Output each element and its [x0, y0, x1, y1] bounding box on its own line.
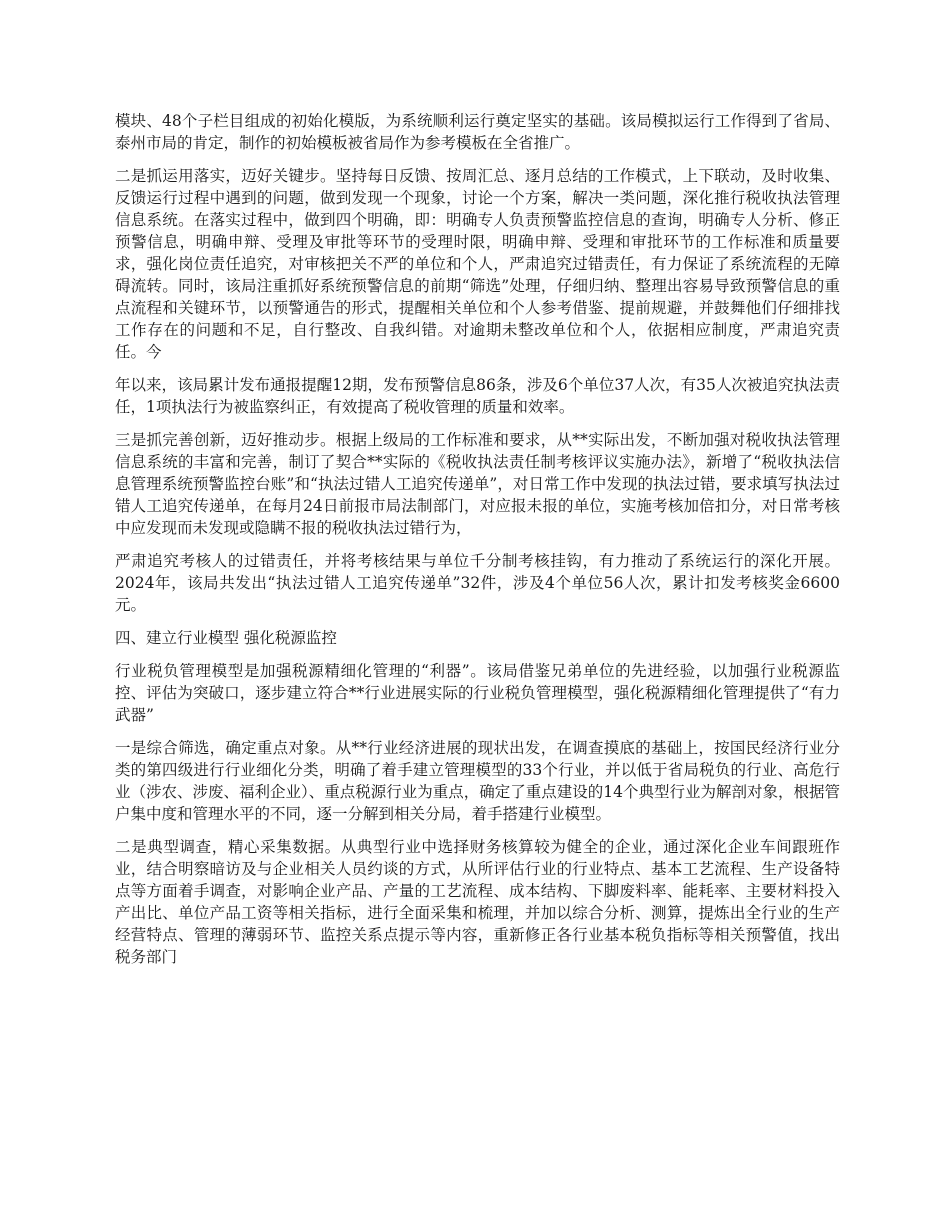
paragraph-initial-template: 模块、48个子栏目组成的初始化模版，为系统顺利运行奠定坚实的基础。该局模拟运行工作得到了省局、泰州市局的肯定，制作的初始模板被省局作为参考模板在全省推广。 — [115, 112, 840, 152]
paragraph-industry-model: 行业税负管理模型是加强税源精细化管理的“利器”。该局借鉴兄弟单位的先进经验，以加强行业税源监控、评估为突破口，逐步建立符合**行业进展实际的行业税负管理模型，强化税源精细化管理提供了“有力武器” — [115, 662, 840, 724]
document-body — [115, 110, 840, 979]
section-heading: 四、建立行业模型 强化税源监控 — [115, 629, 337, 647]
paragraph-screening: 一是综合筛选，确定重点对象。从**行业经济进展的现状出发，在调查摸底的基础上，按国民经济行业分类的第四级进行行业细化分类，明确了着手建立管理模型的33个行业，并以低于省局税负的行业、高危行业（涉农、涉废、福利企业）、重点税源行业为重点，确定了重点建设的14个典型行业为解剖对象，根据管户集中度和管理水平的不同，逐一分解到相关分局，着手搭建行业模型。 — [115, 739, 840, 823]
paragraph-data-collection: 二是典型调查，精心采集数据。从典型行业中选择财务核算较为健全的企业，通过深化企业车间跟班作业，结合明察暗访及与企业相关人员约谈的方式，从所评估行业的行业特点、基本工艺流程、生产设备特点等方面着手调查，对影响企业产品、产量的工艺流程、成本结构、下脚废料率、能耗率、主要材料投入产出比、单位产品工资等相关指标，进行全面采集和梳理，并加以综合分析、测算，提炼出全行业的生产经营特点、管理的薄弱环节、监控关系点提示等内容，重新修正各行业基本税负指标等相关预警值，找出税务部门 — [115, 838, 840, 966]
paragraph-accountability: 严肃追究考核人的过错责任，并将考核结果与单位千分制考核挂钩，有力推动了系统运行的深化开展。2024年，该局共发出“执法过错人工追究传递单”32件，涉及4个单位56人次，累计扣发考核奖金6600元。 — [115, 552, 840, 614]
paragraph-statistics: 年以来，该局累计发布通报提醒12期，发布预警信息86条，涉及6个单位37人次，有35人次被追究执法责任，1项执法行为被监察纠正，有效提高了税收管理的质量和效率。 — [115, 376, 840, 416]
paragraph-innovation: 三是抓完善创新，迈好推动步。根据上级局的工作标准和要求，从**实际出发，不断加强对税收执法管理信息系统的丰富和完善，制订了契合**实际的《税收执法责任制考核评议实施办法》，新增了“税收执法信息管理系统预警监控台账”和“执法过错人工追究传递单”，对日常工作中发现的执法过错，要求填写执法过错人工追究传递单，在每月24日前报市局法制部门，对应报未报的单位，实施考核加倍扣分，对日常考核中应发现而未发现或隐瞒不报的税收执法过错行为， — [115, 431, 840, 537]
paragraph-application: 二是抓运用落实，迈好关键步。坚持每日反馈、按周汇总、逐月总结的工作模式，上下联动，及时收集、反馈运行过程中遇到的问题，做到发现一个现象，讨论一个方案，解决一类问题，深化推行税收执法管理信息系统。在落实过程中，做到四个明确，即：明确专人负责预警监控信息的查询，明确专人分析、修正预警信息，明确申辩、受理及审批等环节的受理时限，明确申辩、受理和审批环节的工作标准和质量要求，强化岗位责任追究，对审核把关不严的单位和个人，严肃追究过错责任，有力保证了系统流程的无障碍流转。同时，该局注重抓好系统预警信息的前期“筛选”处理，仔细归纳、整理出容易导致预警信息的重点流程和关键环节，以预警通告的形式，提醒相关单位和个人参考借鉴、提前规避，并鼓舞他们仔细排找工作存在的问题和不足，自行整改、自我纠错。对逾期未整改单位和个人，依据相应制度，严肃追究责任。今 — [115, 167, 840, 361]
